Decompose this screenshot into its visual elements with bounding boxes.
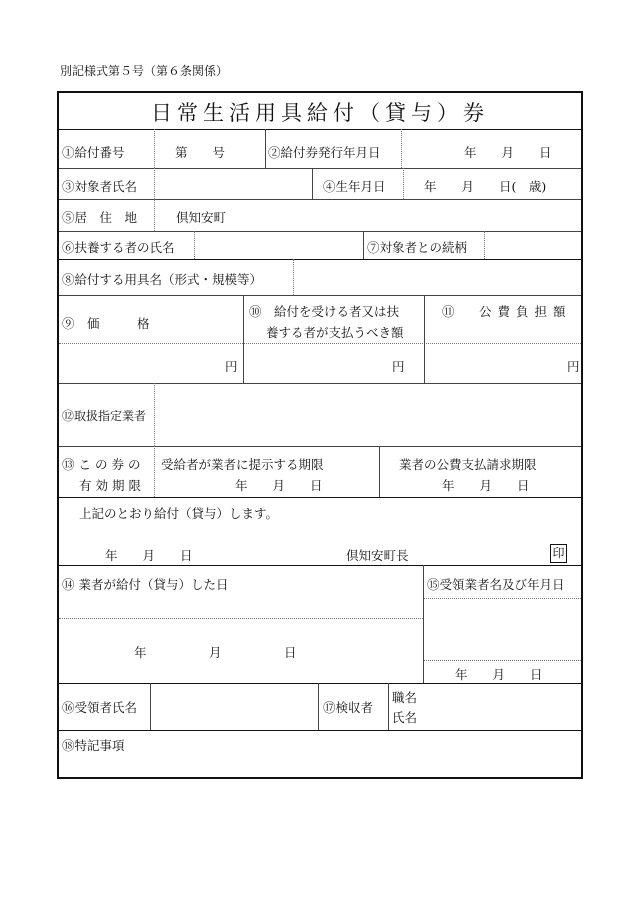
cell-divider (423, 565, 424, 683)
cell-divider (388, 683, 389, 730)
cell-divider (154, 168, 155, 199)
cell-divider (265, 129, 266, 168)
row-divider (59, 168, 581, 169)
cell-divider (484, 231, 485, 259)
receiver-name-field[interactable] (155, 693, 313, 723)
cell-divider (154, 446, 155, 497)
issue-date-field[interactable]: 年 月 日 (464, 145, 552, 160)
inspector-post-label: 職名 (392, 690, 418, 705)
subject-name-label: ③対象者氏名 (62, 179, 138, 194)
voucher-number-field[interactable]: 第 号 (175, 145, 226, 160)
public-burden-yen[interactable]: 円 (567, 359, 580, 374)
price-dotted-divider (59, 343, 581, 344)
item-name-label: ⑧給付する用具名（形式・規模等） (62, 272, 263, 287)
statement-text: 上記のとおり給付（貸与）します。 (79, 506, 279, 521)
present-deadline-label: 受給者が業者に提示する期限 (161, 457, 324, 472)
cell-divider (150, 683, 151, 730)
validity-label-line1: ⑬この券の (62, 457, 145, 472)
public-burden-label: ⑪ 公費負担額 (442, 304, 572, 319)
row-divider (59, 565, 581, 566)
title-divider (59, 129, 581, 130)
payer-amount-label-line2: 養する者が支払うべき額 (266, 325, 404, 340)
cell-divider (363, 231, 364, 259)
form-caption: 別記様式第５号（第６条関係） (60, 64, 229, 78)
row-divider (59, 730, 581, 731)
delivery-dotted-divider (59, 618, 423, 619)
receipt-vendor-field[interactable] (429, 605, 577, 655)
cell-divider (154, 129, 155, 168)
row-divider (59, 497, 581, 498)
present-deadline-date[interactable]: 年 月 日 (235, 478, 323, 493)
delivery-date-label: ⑭ 業者が給付（貸与）した日 (62, 577, 229, 592)
cell-divider (424, 295, 425, 383)
inspector-field[interactable] (427, 688, 577, 726)
cell-divider (154, 199, 155, 231)
price-yen[interactable]: 円 (225, 359, 238, 374)
row-divider (59, 683, 581, 684)
cell-divider (243, 295, 244, 383)
validity-label-line2: 有効期限 (79, 478, 146, 493)
cell-divider (154, 383, 155, 446)
special-notes-field[interactable] (62, 753, 577, 775)
dependent-name-field[interactable] (199, 238, 359, 256)
cell-divider (293, 259, 294, 295)
subject-name-field[interactable] (159, 177, 309, 195)
claim-deadline-label: 業者の公費支払請求期限 (399, 457, 537, 472)
form-title: 日常生活用具給付（貸与）券 (151, 101, 489, 125)
receipt-date-field[interactable]: 年 月 日 (455, 667, 543, 682)
receipt-vendor-label: ⑮受領業者名及び年月日 (427, 577, 565, 592)
relation-field[interactable] (489, 238, 577, 256)
payer-amount-yen[interactable]: 円 (392, 359, 405, 374)
address-field[interactable]: 倶知安町 (176, 210, 227, 225)
vendor-field[interactable] (159, 393, 577, 441)
cell-divider (401, 129, 402, 168)
item-name-field[interactable] (299, 270, 577, 288)
row-divider (59, 231, 581, 232)
statement-date[interactable]: 年 月 日 (105, 548, 193, 563)
row-divider (59, 199, 581, 200)
receipt-dotted-divider (423, 660, 581, 661)
birth-date-label: ④生年月日 (323, 179, 386, 194)
row-divider (59, 259, 581, 260)
issuer-name: 倶知安町長 (346, 548, 409, 563)
row-divider (59, 446, 581, 447)
dependent-name-label: ⑥扶養する者の氏名 (62, 240, 175, 255)
special-notes-label: ⑱特記事項 (62, 738, 125, 753)
claim-deadline-date[interactable]: 年 月 日 (442, 478, 530, 493)
benefit-voucher-form (57, 91, 583, 779)
seal-mark: 印 (550, 544, 567, 563)
payer-amount-label-line1: ⑩ 給付を受ける者又は扶 (249, 304, 400, 319)
address-label: ⑤居 住 地 (62, 210, 138, 225)
row-divider (59, 383, 581, 384)
cell-divider (194, 231, 195, 259)
delivery-date-field[interactable]: 年 月 日 (134, 645, 297, 660)
relation-label: ⑦対象者との続柄 (367, 240, 468, 255)
cell-divider (403, 168, 404, 199)
receipt-dotted-divider (423, 598, 581, 599)
issue-date-label: ②給付券発行年月日 (268, 145, 381, 160)
inspector-label: ⑰検収者 (323, 700, 374, 715)
vendor-label: ⑫取扱指定業者 (62, 409, 147, 423)
row-divider (59, 295, 581, 296)
cell-divider (318, 683, 319, 730)
birth-date-field[interactable]: 年 月 日( 歳) (424, 179, 547, 194)
receiver-name-label: ⑯受領者氏名 (62, 700, 138, 715)
cell-divider (312, 168, 313, 199)
voucher-number-label: ①給付番号 (62, 145, 125, 160)
inspector-name-label: 氏名 (392, 710, 418, 725)
cell-divider (379, 446, 380, 497)
price-label: ⑨ 価 格 (62, 316, 150, 331)
